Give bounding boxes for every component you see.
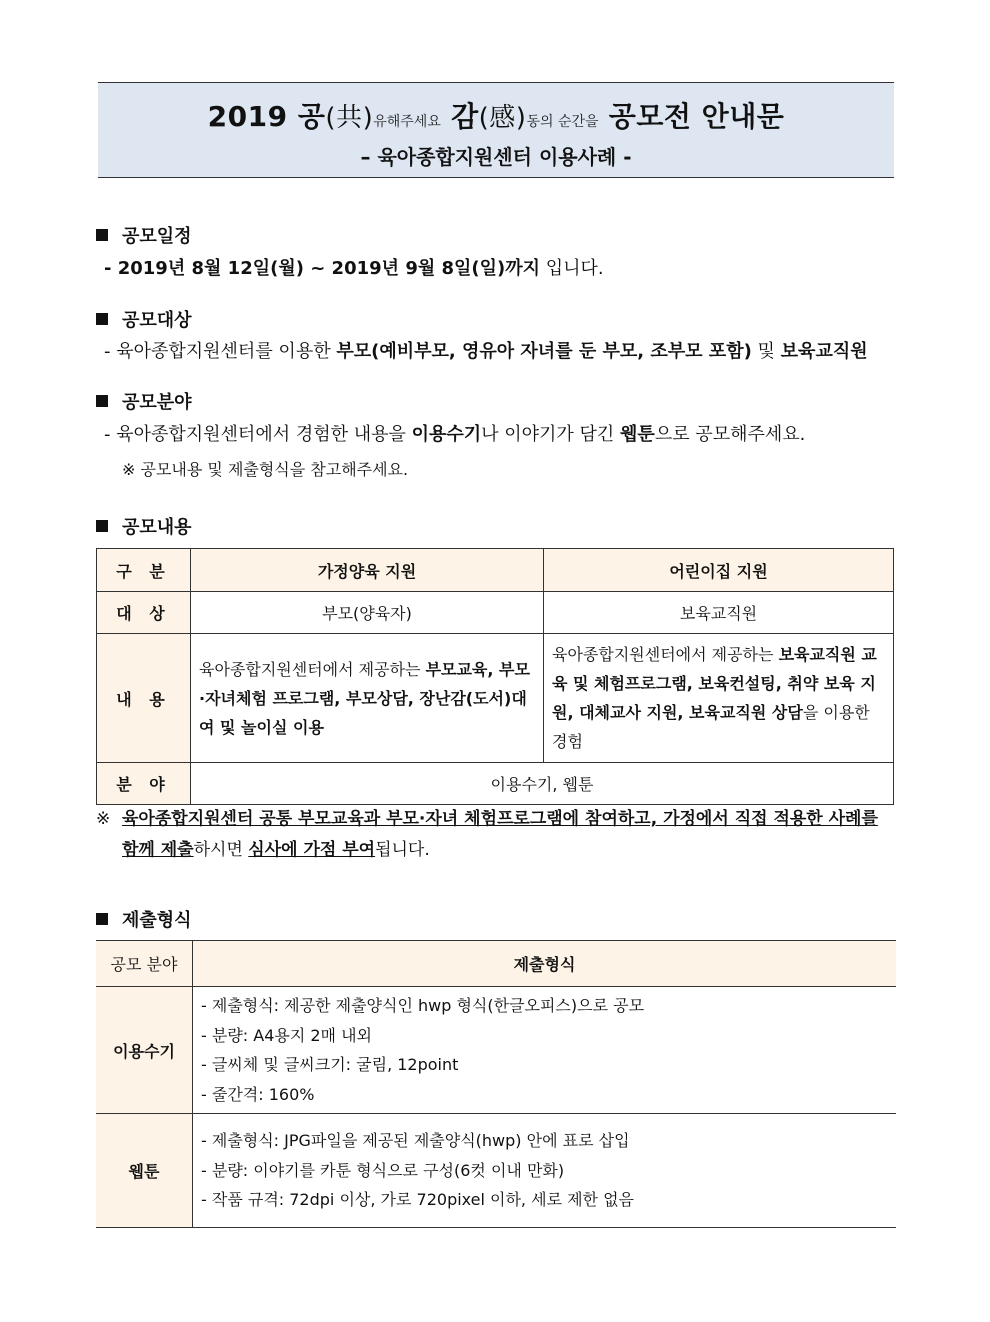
table-row: [96, 1114, 896, 1228]
list-item: - 분량: A4용지 2매 내외: [201, 1025, 373, 1045]
row-label-essay: 이용수기: [96, 987, 193, 1114]
header-field: 공모 분야: [96, 941, 193, 987]
list-item: - 줄간격: 160%: [201, 1084, 315, 1104]
table-row: [97, 634, 894, 763]
content-daycare-text: 육아종합지원센터에서 제공하는: [552, 645, 779, 664]
schedule-heading-text: 공모일정: [122, 226, 192, 247]
title-gong-small: 유해주세요: [373, 114, 441, 130]
table-row: [97, 592, 894, 634]
section-heading-format: [96, 906, 192, 932]
target-text-1: - 육아종합지원센터를 이용한: [104, 341, 337, 362]
content-heading-text: 공모내용: [122, 517, 192, 538]
row-label-content: 내 용: [97, 634, 191, 763]
field-text-bold-2: 웹툰: [620, 424, 655, 445]
target-text-2: 및: [751, 341, 781, 362]
cell-target-daycare: 보육교직원: [544, 592, 894, 634]
field-text-3: 으로 공모해주세요.: [654, 424, 806, 445]
header-home-care: 가정양육 지원: [191, 549, 544, 592]
square-bullet-icon: [96, 395, 108, 407]
field-line: [104, 420, 805, 446]
cell-content-daycare: [544, 634, 894, 763]
content-daycare-bold: 보육교직원 교육 및 체험프로그램, 보육컨설팅, 취약 보육 지원, 대체교사 지원, 보육교직원 상담: [552, 645, 877, 722]
field-note: ※ 공모내용 및 제출형식을 참고해주세요.: [122, 460, 409, 479]
section-heading-field: [96, 388, 192, 414]
square-bullet-icon: [96, 520, 108, 532]
note-bold-2: 심사에 가점 부여: [248, 840, 376, 860]
page-title: [98, 95, 894, 135]
header-category: 구 분: [97, 549, 191, 592]
square-bullet-icon: [96, 913, 108, 925]
row-label-field: 분 야: [97, 763, 191, 805]
row-label-target: 대 상: [97, 592, 191, 634]
content-home-bold: 부모교육, 부모·자녀체험 프로그램, 부모상담, 장난감(도서)대여 및 놀이실 이용: [199, 659, 530, 737]
table-row: [96, 987, 896, 1114]
title-gam-small: 동의 순간을: [526, 114, 599, 130]
table-row: [97, 763, 894, 805]
target-heading-text: 공모대상: [122, 310, 192, 331]
target-line: [104, 337, 868, 363]
content-note-text: [122, 804, 896, 866]
schedule-dates: - 2019년 8월 12일(월) ~ 2019년 9월 8일(일)까지: [104, 258, 541, 279]
schedule-tail: 입니다.: [540, 258, 604, 279]
note-text-1: 하시면: [193, 840, 249, 860]
field-text-1: - 육아종합지원센터에서 경험한 내용을: [104, 424, 412, 445]
content-table: [96, 548, 894, 805]
header-format: 제출형식: [193, 941, 897, 987]
list-item: - 제출형식: 제공한 제출양식인 hwp 형식(한글오피스)으로 공모: [201, 996, 645, 1015]
title-box: [98, 82, 894, 178]
title-gong-hanja: (共): [325, 103, 374, 133]
content-daycare-tail: 을 이용한 경험: [552, 703, 870, 751]
format-list-webtoon: [193, 1114, 897, 1228]
field-text-bold-1: 이용수기: [411, 424, 482, 445]
format-table: [96, 940, 896, 1228]
note-bold-1: 육아종합지원센터 공통 부모교육과 부모·자녀 체험프로그램에 참여하고, 가정에서 직접 적용한 사례를 함께 제출: [122, 809, 878, 860]
title-gam: 감: [451, 100, 479, 133]
list-item: - 글씨체 및 글씨크기: 굴림, 12point: [201, 1055, 459, 1074]
format-list-essay: [193, 987, 897, 1114]
cell-content-home: [191, 634, 544, 763]
title-main: 공모전 안내문: [608, 100, 785, 133]
square-bullet-icon: [96, 229, 108, 241]
row-label-webtoon: 웹툰: [96, 1114, 193, 1228]
title-year: 2019: [207, 100, 288, 133]
format-heading-text: 제출형식: [122, 910, 192, 931]
cell-field: 이용수기, 웹툰: [191, 763, 894, 805]
note-text-2: 됩니다.: [375, 840, 430, 860]
list-item: - 작품 규격: 72dpi 이상, 가로 720pixel 이하, 세로 제한 없음: [201, 1190, 635, 1210]
section-heading-schedule: [96, 222, 192, 248]
target-text-bold-1: 부모(예비부모, 영유아 자녀를 둔 부모, 조부모 포함): [336, 341, 752, 362]
content-note: [96, 804, 896, 866]
table-header-row: [97, 549, 894, 592]
section-heading-content: [96, 513, 192, 539]
title-gam-hanja: (感): [478, 103, 527, 133]
title-gong: 공: [297, 100, 326, 133]
list-item: - 분량: 이야기를 카툰 형식으로 구성(6컷 이내 만화): [201, 1160, 565, 1180]
target-text-bold-2: 보육교직원: [780, 341, 868, 362]
section-heading-target: [96, 306, 192, 332]
square-bullet-icon: [96, 313, 108, 325]
page-subtitle: – 육아종합지원센터 이용사례 -: [360, 145, 632, 169]
list-item: - 제출형식: JPG파일을 제공된 제출양식(hwp) 안에 표로 삽입: [201, 1131, 630, 1151]
schedule-line: [104, 254, 604, 280]
cell-target-home: 부모(양육자): [191, 592, 544, 634]
note-mark: ※: [96, 809, 111, 829]
table-header-row: [96, 941, 896, 987]
field-heading-text: 공모분야: [122, 392, 192, 413]
header-daycare: 어린이집 지원: [544, 549, 894, 592]
content-home-text: 육아종합지원센터에서 제공하는: [199, 659, 426, 679]
field-text-2: 나 이야기가 담긴: [481, 424, 621, 445]
